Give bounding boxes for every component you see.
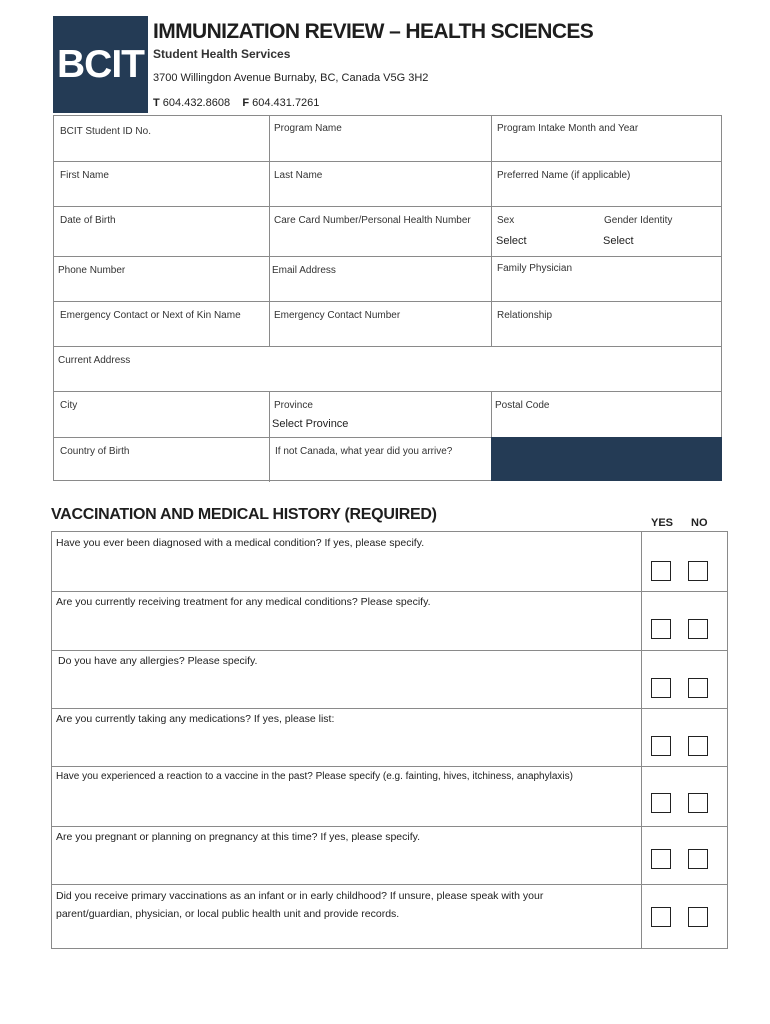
no-checkbox[interactable] — [688, 907, 708, 927]
col-divider — [491, 391, 492, 437]
col-divider — [491, 116, 492, 346]
relationship-field[interactable]: Relationship — [497, 310, 553, 321]
gender-identity-label: Gender Identity — [604, 215, 673, 226]
col-divider — [269, 116, 270, 346]
yes-column-header: YES — [651, 517, 674, 529]
question-row — [52, 884, 727, 948]
no-checkbox[interactable] — [688, 678, 708, 698]
no-checkbox[interactable] — [688, 619, 708, 639]
section-title: VACCINATION AND MEDICAL HISTORY (REQUIRED) — [51, 506, 437, 523]
phone-label: T — [153, 97, 160, 109]
care-card-field[interactable]: Care Card Number/Personal Health Number — [274, 215, 471, 226]
no-checkbox[interactable] — [688, 736, 708, 756]
student-id-field[interactable]: BCIT Student ID No. — [60, 126, 151, 137]
shaded-cell — [491, 437, 722, 481]
sex-select[interactable]: Select — [496, 235, 527, 247]
yes-checkbox[interactable] — [651, 849, 671, 869]
emergency-contact-field[interactable]: Emergency Contact or Next of Kin Name — [60, 310, 241, 321]
student-info-form — [53, 115, 722, 481]
page-title: IMMUNIZATION REVIEW – HEALTH SCIENCES — [153, 20, 594, 43]
question-text: Did you receive primary vaccinations as an infant or in early childhood? If unsure, please speak with your parent/guardian, physician, or local public health unit and provide records. — [56, 890, 544, 920]
province-label: Province — [274, 400, 313, 411]
row-divider — [54, 206, 721, 207]
emergency-number-field[interactable]: Emergency Contact Number — [274, 310, 401, 321]
row-divider — [54, 346, 721, 347]
question-text: Are you pregnant or planning on pregnancy at this time? If yes, please specify. — [56, 831, 421, 843]
question-row — [52, 708, 727, 767]
question-row — [52, 532, 727, 592]
yes-checkbox[interactable] — [651, 736, 671, 756]
question-row — [52, 766, 727, 827]
answer-divider — [641, 884, 642, 948]
program-intake-field[interactable]: Program Intake Month and Year — [497, 123, 639, 134]
province-select[interactable]: Select Province — [272, 418, 349, 430]
question-text: Have you ever been diagnosed with a medical condition? If yes, please specify. — [56, 537, 425, 549]
question-row — [52, 650, 727, 709]
department-name: Student Health Services — [153, 47, 291, 61]
yes-checkbox[interactable] — [651, 793, 671, 813]
gender-identity-select[interactable]: Select — [603, 235, 634, 247]
answer-divider — [641, 826, 642, 884]
last-name-field[interactable]: Last Name — [274, 170, 323, 181]
row-divider — [54, 256, 721, 257]
fax-number: 604.431.7261 — [252, 97, 320, 109]
col-divider — [269, 391, 270, 482]
answer-divider — [641, 650, 642, 708]
question-row — [52, 826, 727, 885]
question-text: Have you experienced a reaction to a vaccine in the past? Please specify (e.g. fainting, hives, itchiness, anaphylaxis) — [56, 771, 573, 782]
row-divider — [54, 161, 721, 162]
city-field[interactable]: City — [60, 400, 78, 411]
email-field[interactable]: Email Address — [272, 265, 336, 276]
no-checkbox[interactable] — [688, 793, 708, 813]
question-text: Are you currently receiving treatment for any medical conditions? Please specify. — [56, 596, 431, 608]
arrival-year-field[interactable]: If not Canada, what year did you arrive? — [275, 446, 453, 457]
question-text: Are you currently taking any medications? If yes, please list: — [56, 713, 335, 725]
phone-number-field[interactable]: Phone Number — [58, 265, 126, 276]
preferred-name-field[interactable]: Preferred Name (if applicable) — [497, 170, 631, 181]
yes-checkbox[interactable] — [651, 619, 671, 639]
program-name-field[interactable]: Program Name — [274, 123, 342, 134]
contact-line — [153, 97, 319, 109]
question-row — [52, 591, 727, 651]
no-checkbox[interactable] — [688, 561, 708, 581]
date-of-birth-field[interactable]: Date of Birth — [60, 215, 116, 226]
answer-divider — [641, 532, 642, 591]
fax-label: F — [242, 97, 250, 109]
phone-number: 604.432.8608 — [162, 97, 231, 109]
first-name-field[interactable]: First Name — [60, 170, 109, 181]
bcit-logo — [53, 16, 148, 113]
no-column-header: NO — [691, 517, 708, 529]
question-text: Do you have any allergies? Please specify. — [58, 655, 258, 667]
row-divider — [54, 391, 721, 392]
medical-history-table — [51, 531, 728, 949]
current-address-field[interactable]: Current Address — [58, 355, 131, 366]
address-line: 3700 Willingdon Avenue Burnaby, BC, Canada V5G 3H2 — [153, 72, 429, 84]
answer-divider — [641, 766, 642, 826]
sex-label: Sex — [497, 215, 515, 226]
family-physician-field[interactable]: Family Physician — [497, 263, 573, 274]
yes-checkbox[interactable] — [651, 678, 671, 698]
country-of-birth-field[interactable]: Country of Birth — [60, 446, 130, 457]
logo-text: BCIT — [57, 42, 144, 86]
yes-checkbox[interactable] — [651, 561, 671, 581]
yes-checkbox[interactable] — [651, 907, 671, 927]
postal-code-field[interactable]: Postal Code — [495, 400, 550, 411]
answer-divider — [641, 591, 642, 650]
answer-divider — [641, 708, 642, 766]
no-checkbox[interactable] — [688, 849, 708, 869]
row-divider — [54, 301, 721, 302]
